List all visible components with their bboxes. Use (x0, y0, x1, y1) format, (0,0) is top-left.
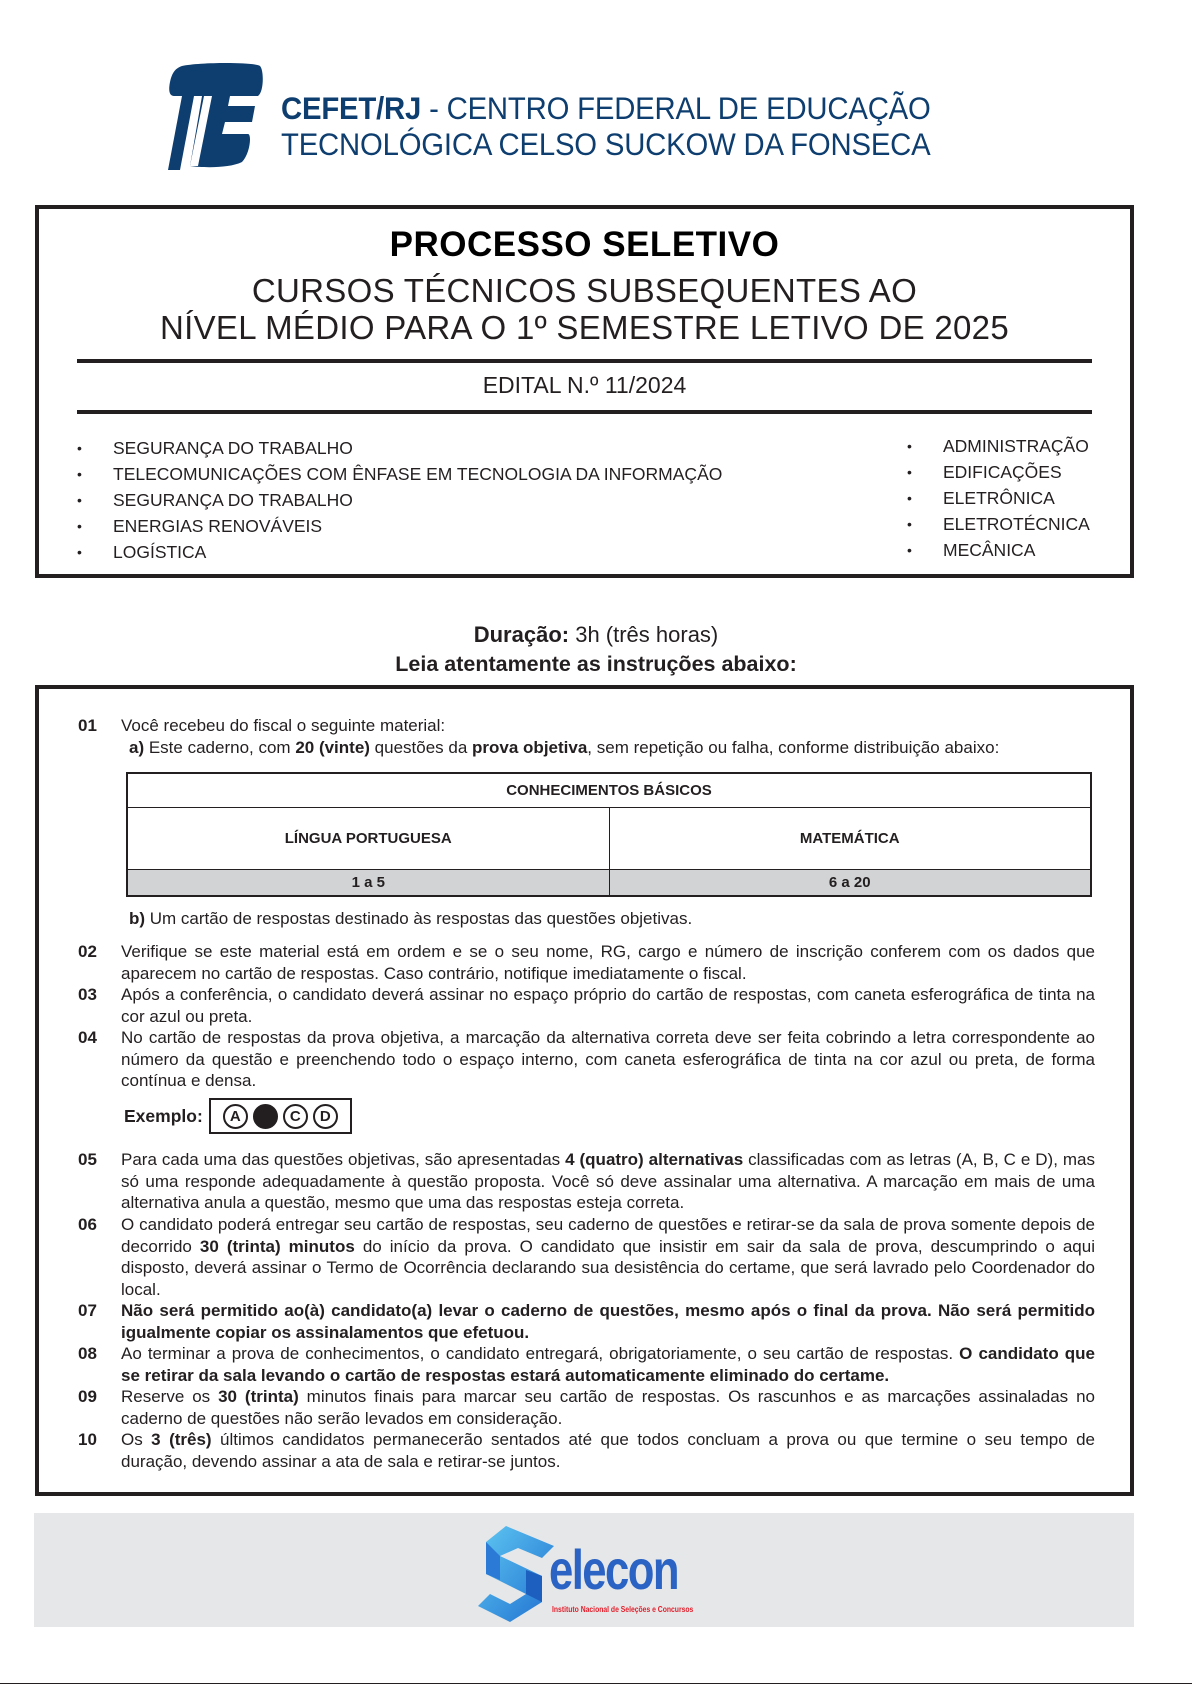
text: Os (121, 1430, 152, 1449)
bullet-icon: • (77, 492, 82, 508)
bullet-icon: • (77, 544, 82, 560)
text: O candidato poderá entregar seu cartão de respostas, seu caderno de questões e retirar-se da sala de prova somente depois de decorrido (121, 1215, 1095, 1256)
divider (77, 359, 1092, 363)
instruction-text: No cartão de respostas da prova objetiva, a marcação da alternativa correta deve ser feita cobrindo a letra correspondente ao número da questão e preenchendo todo o espaço interno, com caneta esferográfica de tinta na cor azul ou preta, de forma contínua e densa. (121, 1028, 1095, 1091)
instruction-text: Após a conferência, o candidato deverá assinar no espaço próprio do cartão de respostas, com caneta esferográfica de tinta na cor azul ou preta. (121, 985, 1095, 1026)
text: Reserve os (121, 1387, 219, 1406)
course-name: ELETROTÉCNICA (943, 513, 1090, 534)
text: , sem repetição ou falha, conforme distribuição abaixo: (587, 738, 1000, 757)
column-header: MATEMÁTICA (609, 807, 1091, 869)
option-d-bubble-icon: D (313, 1104, 338, 1129)
selecon-logo (474, 1518, 774, 1622)
instruction-text (121, 1386, 1095, 1429)
course-name: SEGURANÇA DO TRABALHO (113, 437, 353, 458)
text: classificadas com as letras (A, B, C e D), mas só uma responde adequadamente à questão proposta. Você só deve assinalar uma alternativa. A marcação em mais de uma alternativa anula a questão, mesmo que uma das respostas esteja correta. (121, 1150, 1095, 1213)
bold-text: 4 (quatro) alternativas (565, 1150, 744, 1169)
institution-name (281, 90, 931, 162)
footer-banner (34, 1513, 1134, 1627)
instruction-number: 06 (78, 1215, 97, 1234)
course-name: LOGÍSTICA (113, 541, 207, 562)
text: minutos finais para marcar seu cartão de respostas. Os rascunhos e as marcações assinaladas no caderno de questões não serão levados em consideração. (121, 1387, 1095, 1428)
instruction-number: 07 (78, 1301, 97, 1320)
cover-box (35, 205, 1134, 578)
item-prefix: a) (129, 738, 145, 757)
table-cell: 6 a 20 (609, 869, 1091, 896)
bullet-icon: • (907, 438, 912, 454)
instruction-08 (78, 1343, 1095, 1386)
institution-abbr: CEFET/RJ (281, 90, 422, 126)
course-name: ELETRÔNICA (943, 487, 1055, 508)
instruction-07 (78, 1300, 1095, 1343)
example-label: Exemplo: (124, 1105, 203, 1126)
text: do início da prova. O candidato que insistir em sair da sala de prova, descumprindo o aqui disposto, deverá assinar o Termo de Ocorrência declarando sua desistência do certame, que será lavrado pelo Coordenador do local. (121, 1236, 1095, 1299)
duration-value: 3h (três horas) (569, 622, 719, 647)
instruction-text: Verifique se este material está em ordem e se o seu nome, RG, cargo e número de inscrição conferem com os dados que aparecem no cartão de respostas. Caso contrário, notifique imediatamente o fiscal. (121, 942, 1095, 983)
read-instructions-heading: Leia atentamente as instruções abaixo: (395, 652, 797, 676)
table-header: CONHECIMENTOS BÁSICOS (127, 773, 1091, 807)
instruction-01b (129, 908, 692, 930)
course-item (905, 511, 1090, 537)
instruction-06 (78, 1214, 1095, 1300)
selecon-s-icon (476, 1524, 556, 1624)
bold-text: prova objetiva (472, 738, 588, 757)
instruction-05 (78, 1149, 1095, 1214)
instruction-number: 05 (78, 1150, 97, 1169)
bullet-icon: • (907, 490, 912, 506)
exam-duration (0, 622, 1192, 648)
bold-text: Não será permitido ao(à) candidato(a) levar o caderno de questões, mesmo após o final da prova. Não será permitido igualmente copiar os assinalamentos que efetuou. (121, 1301, 1095, 1342)
course-name: ADMINISTRAÇÃO (943, 435, 1089, 456)
bullet-icon: • (907, 464, 912, 480)
instruction-text (121, 1429, 1095, 1472)
instruction-text (121, 1149, 1095, 1214)
instruction-text (121, 1214, 1095, 1300)
instruction-text: Você recebeu do fiscal o seguinte material: (121, 716, 446, 735)
course-item (75, 513, 722, 539)
text: Este caderno, com (144, 738, 296, 757)
instruction-number: 02 (78, 942, 97, 961)
course-item (75, 487, 722, 513)
text: últimos candidatos permanecerão sentados até que todos concluam a prova ou que termine o seu tempo de duração, devendo assinar a ata de sala e retirar-se juntos. (121, 1430, 1095, 1471)
instruction-01a (129, 737, 999, 759)
instruction-number: 08 (78, 1344, 97, 1363)
option-a-bubble-icon: A (223, 1104, 248, 1129)
course-name: ENERGIAS RENOVÁVEIS (113, 515, 323, 536)
bold-text: 30 (trinta) minutos (199, 1236, 355, 1256)
instruction-number: 04 (78, 1028, 97, 1047)
course-item (75, 539, 722, 565)
duration-label: Duração: (473, 622, 570, 647)
selecon-tagline: Instituto Nacional de Seleções e Concursos (552, 1605, 694, 1614)
course-item (905, 537, 1090, 563)
course-name: MECÂNICA (943, 539, 1036, 560)
document-title: PROCESSO SELETIVO (389, 225, 780, 264)
instruction-02 (78, 941, 1095, 984)
divider (77, 410, 1092, 414)
table-cell: 1 a 5 (127, 869, 609, 896)
text: Para cada uma das questões objetivas, são apresentadas (121, 1150, 566, 1169)
text: Um cartão de respostas destinado às respostas das questões objetivas. (145, 909, 693, 928)
bullet-icon: • (77, 466, 82, 482)
instruction-09 (78, 1386, 1095, 1429)
institution-line2: TECNOLÓGICA CELSO SUCKOW DA FONSECA (281, 126, 931, 162)
page-header (160, 62, 1010, 172)
question-distribution-table (126, 772, 1092, 897)
instruction-04 (78, 1027, 1095, 1092)
page-bottom-rule (0, 1683, 1192, 1684)
course-item (905, 459, 1090, 485)
bold-text: 20 (vinte) (295, 738, 370, 757)
course-name: EDIFICAÇÕES (943, 461, 1062, 482)
instruction-number: 01 (78, 716, 97, 735)
course-list-left (75, 435, 722, 565)
option-b-filled-bubble-icon (253, 1104, 278, 1129)
text: questões da (369, 738, 473, 757)
cefet-logo-icon (160, 62, 264, 170)
column-header: LÍNGUA PORTUGUESA (127, 807, 609, 869)
marking-example (124, 1098, 352, 1134)
text: Ao terminar a prova de conhecimentos, o candidato entregará, obrigatoriamente, o seu cartão de respostas. (121, 1344, 960, 1363)
instruction-number: 03 (78, 985, 97, 1004)
bold-text: O candidato que se retirar da sala levando o cartão de respostas estará automaticamente eliminado do certame. (121, 1344, 1095, 1385)
bullet-icon: • (77, 518, 82, 534)
item-prefix: b) (129, 909, 146, 928)
course-item (905, 485, 1090, 511)
course-item (75, 435, 722, 461)
course-name: TELECOMUNICAÇÕES COM ÊNFASE EM TECNOLOGIA DA INFORMAÇÃO (113, 463, 723, 484)
course-name: SEGURANÇA DO TRABALHO (113, 489, 353, 510)
course-item (75, 461, 722, 487)
option-c-bubble-icon: C (283, 1104, 308, 1129)
course-item (905, 433, 1090, 459)
selecon-brand: elecon (549, 1538, 679, 1601)
bullet-icon: • (907, 542, 912, 558)
instructions-box (35, 685, 1134, 1496)
bold-text: 30 (trinta) (218, 1387, 299, 1406)
instruction-number: 10 (78, 1430, 97, 1449)
instruction-text (121, 1343, 1095, 1386)
subtitle-line-2: NÍVEL MÉDIO PARA O 1º SEMESTRE LETIVO DE 2025 (160, 309, 1009, 346)
edital-number: EDITAL N.º 11/2024 (482, 372, 687, 398)
instruction-text (121, 1300, 1095, 1343)
institution-line1: - CENTRO FEDERAL DE EDUCAÇÃO (421, 90, 931, 126)
instruction-01 (78, 715, 1095, 737)
bold-text: 3 (três) (151, 1430, 212, 1449)
document-subtitle (39, 272, 1130, 346)
instruction-number: 09 (78, 1387, 97, 1406)
bullet-icon: • (907, 516, 912, 532)
course-list-right (905, 433, 1090, 563)
subtitle-line-1: CURSOS TÉCNICOS SUBSEQUENTES AO (251, 272, 918, 309)
instruction-10 (78, 1429, 1095, 1472)
example-bubbles (209, 1098, 352, 1134)
instruction-03 (78, 984, 1095, 1027)
bullet-icon: • (77, 440, 82, 456)
